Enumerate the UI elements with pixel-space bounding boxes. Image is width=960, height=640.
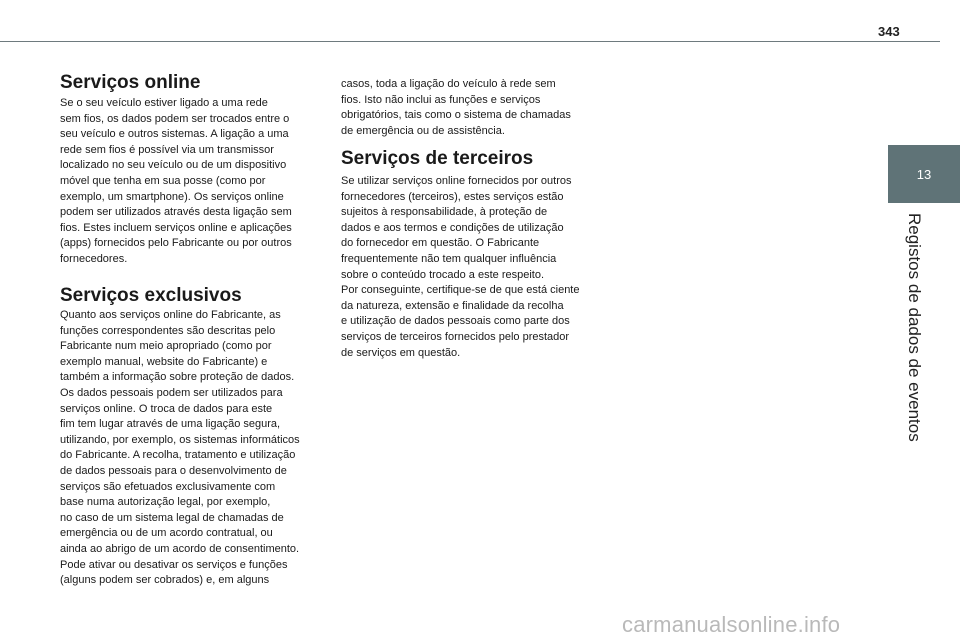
page-number: 343 [878,24,900,39]
paragraph-servicos-de-terceiros: Se utilizar serviços online fornecidos por outros fornecedores (terceiros), estes serviços estão sujeitos à responsabilidade, à proteção de dados e aos termos e condições de utilização do fornecedor em questão. O Fabricante frequentemente não tem qualquer influência sobre o conteúdo trocado a este respeito. Por conseguinte, certifique-se de que está ciente da natureza, extensão e finalidade da recolha e utilização de dados pessoais como parte dos serviços de terceiros fornecidos pelo prestador de serviços em questão. [341,175,580,359]
paragraph-servicos-exclusivos-continued: casos, toda a ligação do veículo à rede sem fios. Isto não inclui as funções e serviços obrigatórios, tais como o sistema de chamadas de emergência ou de assistência. [341,78,571,137]
watermark-link[interactable]: carmanualsonline.info [622,612,841,637]
heading-servicos-exclusivos: Serviços exclusivos [60,285,242,306]
chapter-title: Registos de dados de eventos [905,213,924,442]
chapter-sidebar [888,203,960,603]
paragraph-servicos-exclusivos: Quanto aos serviços online do Fabricante, as funções correspondentes são descritas pelo Fabricante num meio apropriado (como por exemplo manual, website do Fabricante) e também a informação sobre proteção de dados. Os dados pessoais podem ser utilizados para serviços online. O troca de dados para este fim tem lugar através de uma ligação segura, utilizando, por exemplo, os sistemas informáticos do Fabricante. A recolha, tratamento e utilização de dados pessoais para o desenvolvimento de serviços são efetuados exclusivamente com base numa autorização legal, por exemplo, no caso de um sistema legal de chamadas de emergência ou de um acordo contratual, ou ainda ao abrigo de um acordo de consentimento. Pode ativar ou desativar os serviços e funções (alguns podem ser cobrados) e, em alguns [60,309,300,587]
paragraph-servicos-online: Se o seu veículo estiver ligado a uma rede sem fios, os dados podem ser trocados entre o seu veículo e outros sistemas. A ligação a uma rede sem fios é possível via um transmissor localizado no seu veículo ou de um dispositivo móvel que tenha em sua posse (como por exemplo, um smartphone). Os serviços online podem ser utilizados através desta ligação sem fios. Estes incluem serviços online e aplicações (apps) fornecidos pelo Fabricante ou por outros fornecedores. [60,97,292,265]
header-divider [0,41,940,42]
heading-servicos-de-terceiros: Serviços de terceiros [341,148,534,169]
heading-servicos-online: Serviços online [60,72,201,93]
chapter-number: 13 [916,166,932,182]
chapter-number-tab[interactable] [888,145,960,203]
